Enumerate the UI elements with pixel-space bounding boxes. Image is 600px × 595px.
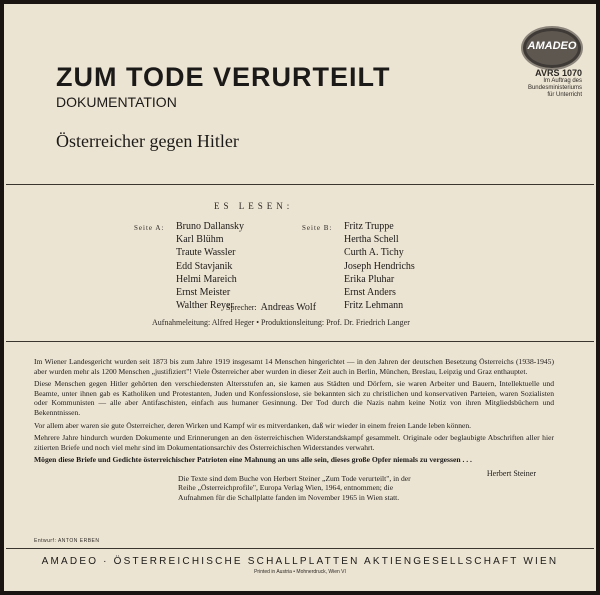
- catalog-note-3: für Unterricht: [547, 92, 582, 98]
- side-a-label: Seite A:: [134, 224, 165, 232]
- reader-name: Traute Wassler: [176, 247, 236, 259]
- source-note: Die Texte sind dem Buche von Herbert Steiner „Zum Tode verurteilt", in der Reihe „Österreichprofile", Europa Verlag Wien, 1964, entnommen; die Aufnahmen für die Schallplatte fanden im November 1965 in Wien statt.: [178, 474, 411, 502]
- catalog-number: AVRS 1070: [535, 68, 582, 78]
- reader-name: Ernst Meister: [176, 287, 231, 299]
- side-a-readers: [176, 220, 244, 312]
- speaker-line: [226, 302, 316, 313]
- reader-name: Edd Stavjanik: [176, 260, 233, 272]
- company-footer: AMADEO · ÖSTERREICHISCHE SCHALLPLATTEN AKTIENGESELLSCHAFT WIEN: [41, 556, 559, 567]
- author-signature: Herbert Steiner: [486, 469, 536, 478]
- reader-name: Hertha Schell: [344, 234, 399, 246]
- design-credit: Entwurf: ANTON ERBEN: [34, 538, 100, 544]
- liner-paragraph: Vor allem aber waren sie gute Österreicher, deren Wirken und Kampf wir es mitverdanken, daß wir wieder in einem freien Lande leben können.: [34, 420, 472, 430]
- reader-name: Karl Blühm: [176, 234, 224, 246]
- divider-bottom: [6, 548, 594, 549]
- production-credits: Aufnahmeleitung: Alfred Heger • Produktionsleitung: Prof. Dr. Friedrich Langer: [152, 318, 410, 327]
- album-subtitle: DOKUMENTATION: [56, 94, 177, 110]
- reader-name: Joseph Hendrichs: [344, 260, 415, 272]
- catalog-note-2: Bundesministeriums: [527, 85, 582, 91]
- reader-name: Walther Reyer: [176, 300, 234, 312]
- reader-name: Fritz Lehmann: [344, 300, 404, 312]
- amadeo-logo: [521, 26, 583, 70]
- liner-closing: Mögen diese Briefe und Gedichte österreichischer Patrioten eine Mahnung an uns alle sein, dieses große Opfer niemals zu vergessen . . .: [34, 455, 472, 465]
- reader-name: Curth A. Tichy: [344, 247, 404, 259]
- side-b-readers: [344, 220, 415, 312]
- liner-paragraph: Im Wiener Landesgericht wurden seit 1873 bis zum Jahre 1919 insgesamt 14 Menschen hingerichtet — in den Jahren der deutschen Besetzung Österreichs (1938-1945) aber wurden mehr als 1200 Menschen „justifiziert"! Viele Österreicher aber wurden in dieser Zeit auch in Berlin, München, Breslau, Leipzig und Graz enthauptet.: [34, 357, 554, 376]
- catalog-note-1: Im Auftrag des: [543, 78, 582, 84]
- reader-name: Helmi Mareich: [176, 273, 237, 285]
- brand-name: AMADEO: [527, 40, 577, 52]
- speaker-label: Sprecher:: [226, 303, 257, 312]
- liner-notes: [34, 357, 554, 468]
- divider-middle: [6, 341, 594, 342]
- print-note: Printed in Austria • Mohnerdruck, Wien VI: [254, 569, 346, 575]
- album-tagline: Österreicher gegen Hitler: [56, 131, 239, 151]
- album-title: ZUM TODE VERURTEILT: [56, 62, 391, 92]
- side-b-label: Seite B:: [302, 224, 333, 232]
- liner-paragraph: Mehrere Jahre hindurch wurden Dokumente und Erinnerungen an den österreichischen Widerstandskampf gesammelt. Originale oder beglaubigte Abschriften aller hier zitierten Briefe und noch viel mehr sind im Dokumentationsarchiv des Österreichischen Widerstandes verwahrt.: [34, 433, 554, 452]
- reader-name: Bruno Dallansky: [176, 221, 245, 232]
- liner-paragraph: Diese Menschen gegen Hitler gehörten den verschiedensten Altersstufen an, sie kamen aus Städten und Dörfern, sie waren Arbeiter und Bauern, Intellektuelle und Beamte, unter ihnen gab es Katholiken und Protestanten, Juden und Konfessionslose, sie bekannten sich zu christlichen und konservativen Parteien, waren Sozialisten oder Kommunisten — alle aber Antifaschisten, einfach aus humaner Gesinnung. Der Tod durch die Nazis nahm keine Notiz von ihren Mitgliedsbüchern und Bekenntnissen.: [34, 379, 554, 417]
- reader-name: Fritz Truppe: [344, 221, 394, 232]
- record-sleeve-back: [4, 4, 596, 591]
- speaker-name: Andreas Wolf: [260, 302, 317, 313]
- readers-heading: ES LESEN:: [214, 201, 294, 211]
- reader-name: Erika Pluhar: [344, 273, 395, 285]
- divider-top: [6, 184, 594, 185]
- reader-name: Ernst Anders: [344, 287, 396, 299]
- catalog-block: [504, 68, 582, 99]
